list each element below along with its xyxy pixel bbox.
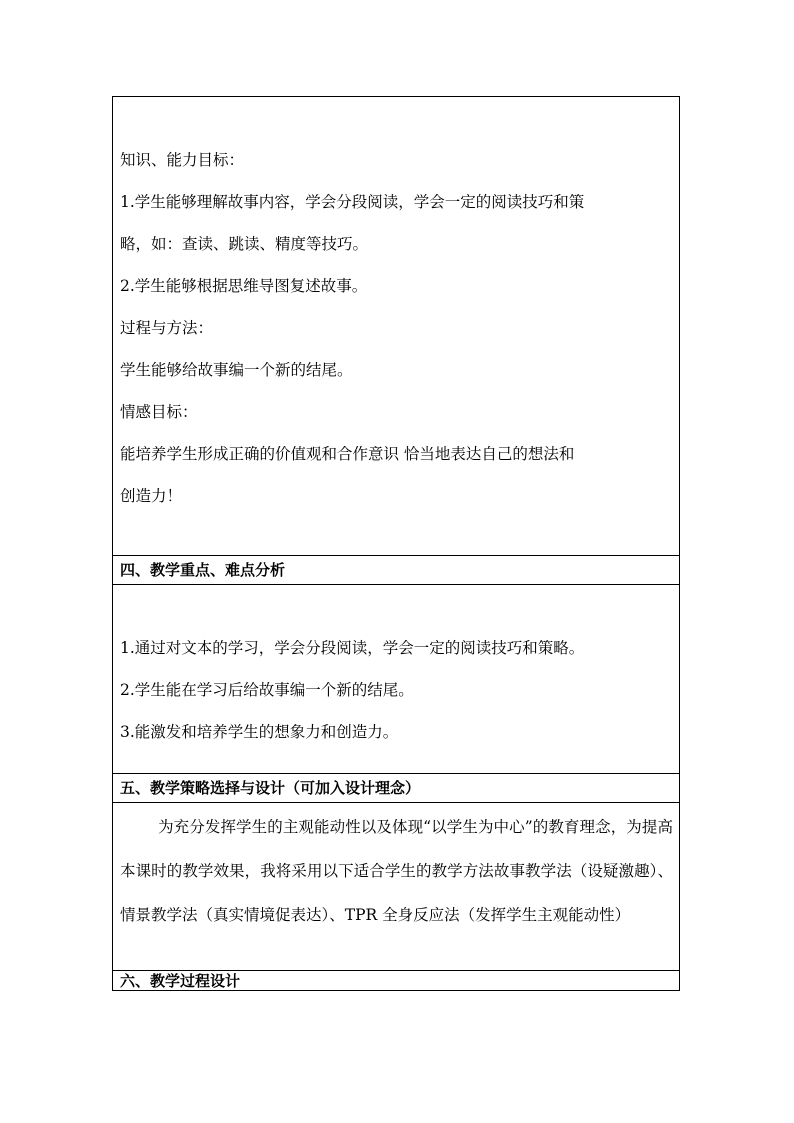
objective-line: 学生能够给故事编一个新的结尾。 <box>120 361 353 379</box>
objective-line: 1.学生能够理解故事内容，学会分段阅读，学会一定的阅读技巧和策 <box>120 193 585 211</box>
objective-line: 能培养学生形成正确的价值观和合作意识 恰当地表达自己的想法和 <box>120 445 575 463</box>
key-points-cell <box>113 584 679 773</box>
section-heading-key-points <box>113 555 679 584</box>
key-point-line: 2.学生能在学习后给故事编一个新的结尾。 <box>120 681 414 699</box>
strategy-cell <box>113 802 679 970</box>
strategy-paragraph <box>113 805 679 937</box>
strategy-text: 为充分发挥学生的主观能动性以及体现“以学生为中心”的教育理念，为提高本课时的教学效果，我将采用以下适合学生的教学方法故事教学法（设疑激趣）、情景教学法（真实情境促表达）、TPR 全身反应法（发挥学生主观能动性） <box>120 818 673 924</box>
objectives-cell <box>113 97 679 555</box>
key-point-line: 1.通过对文本的学习，学会分段阅读，学会一定的阅读技巧和策略。 <box>120 639 585 657</box>
objective-line: 过程与方法： <box>120 319 214 337</box>
section-heading: 四、教学重点、难点分析 <box>120 561 286 579</box>
objective-line: 2.学生能够根据思维导图复述故事。 <box>120 277 368 295</box>
objective-line: 略，如：查读、跳读、精度等技巧。 <box>120 235 369 253</box>
section-heading-process <box>113 970 679 990</box>
key-point-line: 3.能激发和培养学生的想象力和创造力。 <box>120 723 399 741</box>
objective-line: 创造力！ <box>120 487 183 505</box>
objective-line: 情感目标： <box>120 403 198 421</box>
section-heading: 六、教学过程设计 <box>120 972 241 990</box>
objective-line: 知识、能力目标： <box>120 151 245 169</box>
section-heading-strategy <box>113 773 679 802</box>
section-heading: 五、教学策略选择与设计（可加入设计理念） <box>120 779 421 797</box>
lesson-plan-table <box>112 96 680 991</box>
